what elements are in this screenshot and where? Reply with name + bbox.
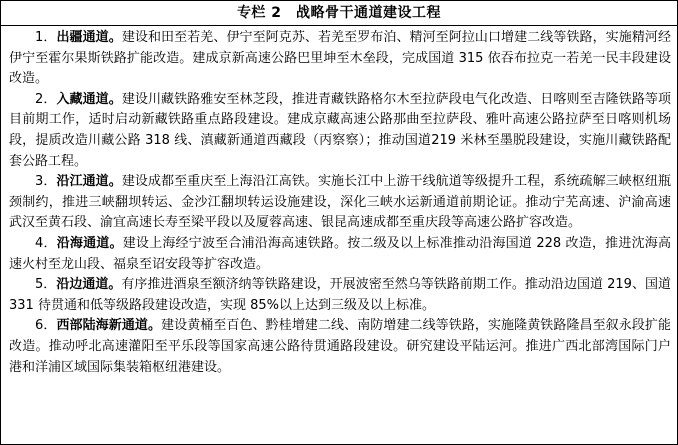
paragraph-3	[9, 172, 671, 234]
item-number: 2．	[35, 91, 57, 107]
paragraph-1	[9, 28, 671, 90]
item-number: 5．	[35, 277, 57, 293]
item-text: 建设成都至重庆至上海沿江高铁。实施长江中上游干线航道等级提升工程，系统疏解三峡枢纽瓶颈制约，推进三峡翻坝转运、金沙江翻坝转运设施建设，深化三峡水运新通道前期论证。推动宁芜高速、沪渝高速武汉至黄石段、渝宜高速长寿至梁平段以及厦蓉高速、银昆高速成都至重庆段等高速公路扩容改造。	[9, 174, 671, 231]
item-heading: 出疆通道。	[56, 30, 122, 45]
box-content	[1, 26, 677, 378]
item-number: 6．	[35, 318, 57, 334]
item-heading: 沿江通道。	[56, 174, 122, 190]
paragraph-5	[9, 275, 671, 316]
paragraph-2	[9, 90, 671, 172]
item-number: 1．	[35, 30, 57, 45]
item-text: 有序推进酒泉至额济纳等铁路建设，开展波密至然乌等铁路前期工作。推动沿边国道 219、国道 331 待贯通和低等级路段建设改造，实现 85%以上达到三级及以上标准。	[9, 277, 671, 313]
paragraph-6	[9, 316, 671, 378]
item-number: 3．	[35, 174, 57, 190]
item-heading: 入藏通道。	[56, 91, 122, 107]
paragraph-4	[9, 234, 671, 275]
box-title: 专栏 2 战略骨干通道建设工程	[1, 1, 677, 26]
item-text: 建设上海经宁波至合浦沿海高速铁路。按二级及以上标准推动沿海国道 228 改造，推进沈海高速火村至龙山段、福泉至诏安段等扩容改造。	[9, 235, 671, 272]
item-number: 4．	[35, 235, 57, 251]
item-heading: 沿边通道。	[56, 277, 122, 293]
item-text: 建设黄桶至百色、黔桂增建二线、南防增建二线等铁路，实施隆黄铁路隆昌至叙永段扩能改造。推动呼北高速灌阳至平乐段等国家高速公路待贯通路段建设。研究建设平陆运河。推进广西北部湾国际门户港和洋浦区域国际集装箱枢纽港建设。	[9, 318, 671, 375]
item-text: 建设和田至若羌、伊宁至阿克苏、若羌至罗布泊、精河至阿拉山口增建二线等铁路，实施精河经伊宁至霍尔果斯铁路扩能改造。建成京新高速公路巴里坤至木垒段，完成国道 315 依吞布拉克一若羌一民丰段建设改造。	[9, 30, 671, 87]
item-heading: 西部陆海新通道。	[56, 318, 162, 334]
item-heading: 沿海通道。	[56, 235, 123, 251]
item-text: 建设川藏铁路雅安至林芝段，推进青藏铁路格尔木至拉萨段电气化改造、日喀则至吉隆铁路等项目前期工作，适时启动新藏铁路重点路段建设。建成京藏高速公路那曲至拉萨段、雅叶高速公路拉萨至日喀则机场段，提质改造川藏公路 318 线、滇藏新通道西藏段（丙察察）；推动国道219 米林至墨脱段建设，实施川藏铁路配套公路工程。	[9, 91, 671, 169]
